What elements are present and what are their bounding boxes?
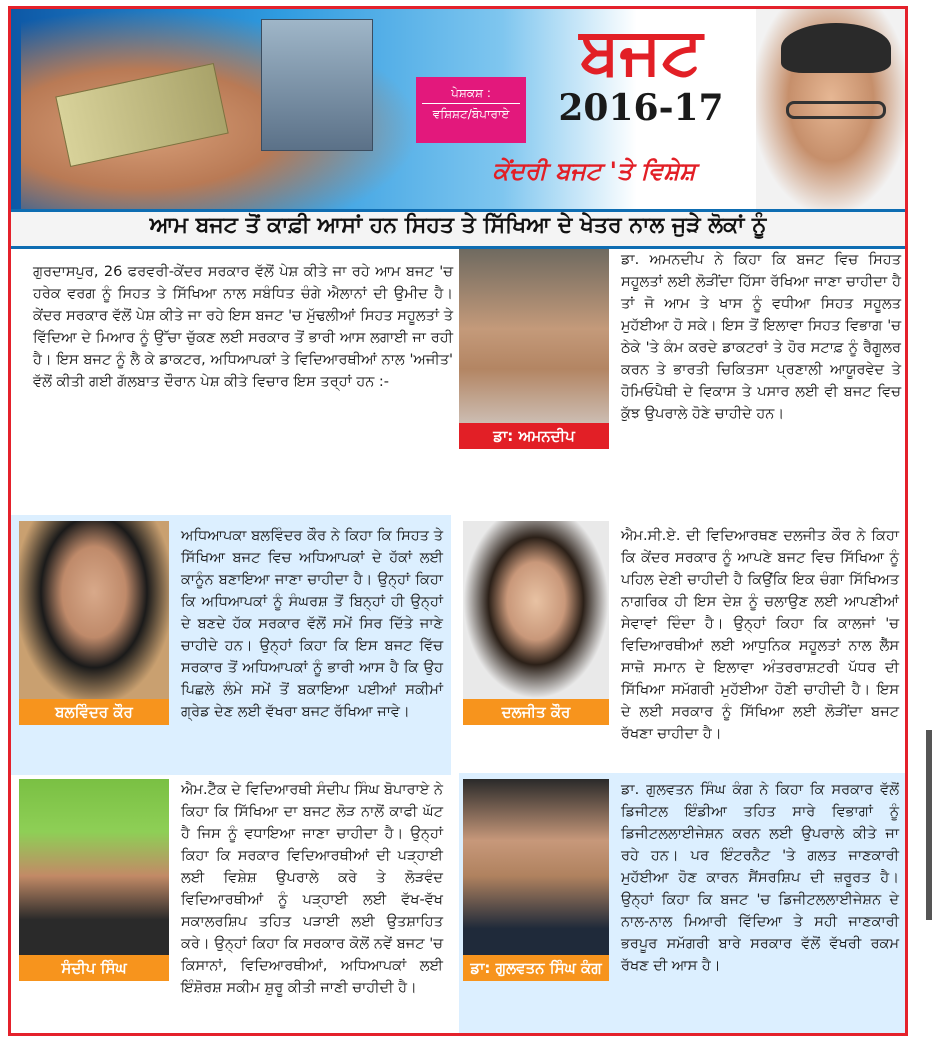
- budget-year: 2016-17: [558, 87, 724, 129]
- budget-title: ਬਜਟ: [579, 14, 703, 89]
- photo-amandeep: [459, 249, 609, 449]
- photo-balwinder: [19, 521, 169, 699]
- text-gulwatan: ਡਾ. ਗੁਲਵਤਨ ਸਿੰਘ ਕੰਗ ਨੇ ਕਿਹਾ ਕਿ ਸਰਕਾਰ ਵੱਲੋਂ ਡਿਜੀਟਲ ਇੰਡੀਆ ਤਹਿਤ ਸਾਰੇ ਵਿਭਾਗਾਂ ਨੂੰ ਡਿਜੀਟਲਲਾਈਜੇਸ਼ਨ ਕਰਨ ਲਈ ਉਪਰਾਲੇ ਕੀਤੇ ਜਾ ਰਹੇ ਹਨ। ਪਰ ਇੰਟਰਨੈਟ 'ਤੇ ਗਲਤ ਜਾਣਕਾਰੀ ਮੁਹੱਈਆ ਹੋਣ ਕਾਰਨ ਸੈਂਸਰਸ਼ਿਪ ਦੀ ਜ਼ਰੂਰਤ ਹੈ। ਉਨ੍ਹਾਂ ਕਿਹਾ ਕਿ ਬਜਟ 'ਚ ਡਿਜੀਟਲਲਾਈਜੇਸ਼ਨ ਦੇ ਨਾਲ-ਨਾਲ ਮਿਆਰੀ ਵਿੱਦਿਆ ਤੇ ਸਹੀ ਜਾਣਕਾਰੀ ਭਰਪੂਰ ਸਮੱਗਰੀ ਬਾਰੇ ਸਰਕਾਰ ਵੱਲੋਂ ਵੱਖਰੀ ਰਕਮ ਰੱਖਣ ਦੀ ਆਸ ਹੈ।: [621, 782, 899, 974]
- minister-hair: [781, 23, 891, 73]
- banner-subtitle: ਕੇਂਦਰੀ ਬਜਟ 'ਤੇ ਵਿਸ਼ੇਸ਼: [492, 157, 696, 185]
- photo-sandeep: [19, 779, 169, 955]
- presenter-label: ਪੇਸ਼ਕਸ਼ :: [451, 86, 491, 100]
- caption-amandeep: ਡਾ: ਅਮਨਦੀਪ: [459, 423, 609, 449]
- caption-sandeep: ਸੰਦੀਪ ਸਿੰਘ: [19, 955, 169, 981]
- text-daljit: ਐਮ.ਸੀ.ਏ. ਦੀ ਵਿਦਿਆਰਥਣ ਦਲਜੀਤ ਕੌਰ ਨੇ ਕਿਹਾ ਕਿ ਕੇਂਦਰ ਸਰਕਾਰ ਨੂੰ ਆਪਣੇ ਬਜਟ ਵਿਚ ਸਿੱਖਿਆ ਨੂੰ ਪਹਿਲ ਦੇਣੀ ਚਾਹੀਦੀ ਹੈ ਕਿਉਂਕਿ ਇਕ ਚੰਗਾ ਸਿੱਖਿਅਤ ਨਾਗਰਿਕ ਹੀ ਇਸ ਦੇਸ਼ ਨੂੰ ਚਲਾਉਣ ਲਈ ਆਪਣੀਆਂ ਸੇਵਾਵਾਂ ਦਿੰਦਾ ਹੈ। ਉਨ੍ਹਾਂ ਕਿਹਾ ਕਿ ਕਾਲਜਾਂ 'ਚ ਵਿਦਿਆਰਥੀਆਂ ਲਈ ਆਧੁਨਿਕ ਸਹੂਲਤਾਂ ਨਾਲ ਲੈੱਸ ਸਾਜ਼ੋ ਸਮਾਨ ਦੇ ਇਲਾਵਾ ਅੰਤਰਰਾਸ਼ਟਰੀ ਪੱਧਰ ਦੀ ਸਿੱਖਿਆ ਸਮੱਗਰੀ ਮੁਹੱਈਆ ਹੋਣੀ ਚਾਹੀਦੀ ਹੈ। ਇਸ ਦੇ ਲਈ ਸਰਕਾਰ ਨੂੰ ਸਿੱਖਿਆ ਲਈ ਲੋੜੀਂਦਾ ਬਜਟ ਰੱਖਣਾ ਚਾਹੀਦਾ ਹੈ।: [621, 528, 899, 742]
- caption-balwinder: ਬਲਵਿੰਦਰ ਕੌਰ: [19, 699, 169, 725]
- article-frame: [8, 6, 908, 1036]
- text-balwinder: ਅਧਿਆਪਕਾ ਬਲਵਿੰਦਰ ਕੌਰ ਨੇ ਕਿਹਾ ਕਿ ਸਿਹਤ ਤੇ ਸਿੱਖਿਆ ਬਜਟ ਵਿਚ ਅਧਿਆਪਕਾਂ ਦੇ ਹੱਕਾਂ ਲਈ ਕਾਨੂੰਨ ਬਣਾਇਆ ਜਾਣਾ ਚਾਹੀਦਾ ਹੈ। ਉਨ੍ਹਾਂ ਕਿਹਾ ਕਿ ਅਧਿਆਪਕਾਂ ਨੂੰ ਸੰਘਰਸ਼ ਤੋਂ ਬਿਨ੍ਹਾਂ ਹੀ ਉਨ੍ਹਾਂ ਦੇ ਬਣਦੇ ਹੱਕ ਸਰਕਾਰ ਵੱਲੋਂ ਸਮੇਂ ਸਿਰ ਦਿੱਤੇ ਜਾਣੇ ਚਾਹੀਦੇ ਹਨ। ਉਨ੍ਹਾਂ ਕਿਹਾ ਕਿ ਇਸ ਬਜਟ ਵਿੱਚ ਸਰਕਾਰ ਤੋਂ ਅਧਿਆਪਕਾਂ ਨੂੰ ਭਾਰੀ ਆਸ ਹੈ ਕਿ ਉਹ ਪਿਛਲੇ ਲੰਮੇ ਸਮੇਂ ਤੋਂ ਬਕਾਇਆ ਪਈਆਂ ਸਕੀਮਾਂ ਗ੍ਰੇਡ ਦੇਣ ਲਈ ਵੱਖਰਾ ਬਜਟ ਰੱਖਿਆ ਜਾਵੇ।: [181, 528, 443, 720]
- text-amandeep: ਡਾ. ਅਮਨਦੀਪ ਨੇ ਕਿਹਾ ਕਿ ਬਜਟ ਵਿਚ ਸਿਹਤ ਸਹੂਲਤਾਂ ਲਈ ਲੋੜੀਂਦਾ ਹਿੱਸਾ ਰੱਖਿਆ ਜਾਣਾ ਚਾਹੀਦਾ ਹੈ ਤਾਂ ਜੋ ਆਮ ਤੇ ਖਾਸ ਨੂੰ ਵਧੀਆ ਸਿਹਤ ਸਹੂਲਤ ਮੁਹੱਈਆ ਹੋ ਸਕੇ। ਇਸ ਤੋਂ ਇਲਾਵਾ ਸਿਹਤ ਵਿਭਾਗ 'ਚ ਠੇਕੇ 'ਤੇ ਕੰਮ ਕਰਦੇ ਡਾਕਟਰਾਂ ਤੇ ਹੋਰ ਸਟਾਫ਼ ਨੂੰ ਰੈਗੂਲਰ ਕਰਨ ਤੇ ਭਾਰਤੀ ਚਿਕਿਤਸਾ ਪ੍ਰਣਾਲੀ ਆਯੂਰਵੇਦ ਤੇ ਹੋਮਿਓਪੈਥੀ ਦੇ ਵਿਕਾਸ ਤੇ ਪਸਾਰ ਲਈ ਵੀ ਬਜਟ ਵਿਚ ਕੁੱਝ ਉਪਰਾਲੇ ਹੋਣੇ ਚਾਹੀਦੇ ਹਨ।: [621, 252, 901, 422]
- intro-paragraph: ਗੁਰਦਾਸਪੁਰ, 26 ਫਰਵਰੀ-ਕੇਂਦਰ ਸਰਕਾਰ ਵੱਲੋਂ ਪੇਸ਼ ਕੀਤੇ ਜਾ ਰਹੇ ਆਮ ਬਜਟ 'ਚ ਹਰੇਕ ਵਰਗ ਨੂੰ ਸਿਹਤ ਤੇ ਸਿੱਖਿਆ ਨਾਲ ਸਬੰਧਿਤ ਚੰਗੇ ਐਲਾਨਾਂ ਦੀ ਉਮੀਦ ਹੈ। ਕੇਂਦਰ ਸਰਕਾਰ ਵੱਲੋਂ ਪੇਸ਼ ਕੀਤੇ ਜਾ ਰਹੇ ਇਸ ਬਜਟ 'ਚ ਮੁੱਢਲੀਆਂ ਸਿਹਤ ਸਹੂਲਤਾਂ ਤੇ ਵਿੱਦਿਆ ਦੇ ਮਿਆਰ ਨੂੰ ਉੱਚਾ ਚੁੱਕਣ ਲਈ ਸਰਕਾਰ ਤੋਂ ਭਾਰੀ ਆਸ ਲਗਾਈ ਜਾ ਰਹੀ ਹੈ। ਇਸ ਬਜਟ ਨੂੰ ਲੈ ਕੇ ਡਾਕਟਰ, ਅਧਿਆਪਕਾਂ ਤੇ ਵਿਦਿਆਰਥੀਆਂ ਨਾਲ 'ਅਜੀਤ' ਵੱਲੋਂ ਕੀਤੀ ਗਈ ਗੱਲਬਾਤ ਦੌਰਾਨ ਪੇਸ਼ ਕੀਤੇ ਵਿਚਾਰ ਇਸ ਤਰ੍ਹਾਂ ਹਨ :-: [33, 264, 453, 390]
- headline: ਆਮ ਬਜਟ ਤੋਂ ਕਾਫ਼ੀ ਆਸਾਂ ਹਨ ਸਿਹਤ ਤੇ ਸਿੱਖਿਆ ਦੇ ਖੇਤਰ ਨਾਲ ਜੁੜੇ ਲੋਕਾਂ ਨੂੰ: [149, 213, 767, 238]
- article-banner: [11, 9, 905, 209]
- adjacent-column-image: [926, 730, 932, 920]
- presenter-name: ਵਸ਼ਿਸ਼ਟ/ਬੋਪਾਰਾਏ: [422, 103, 520, 124]
- photo-daljit: [463, 521, 609, 699]
- minister-spectacles: [786, 101, 886, 119]
- building-illustration: [261, 19, 373, 151]
- photo-gulwatan: [463, 779, 609, 955]
- caption-gulwatan: ਡਾ: ਗੁਲਵਤਨ ਸਿੰਘ ਕੰਗ: [463, 955, 609, 981]
- text-sandeep: ਐਮ.ਟੈੱਕ ਦੇ ਵਿਦਿਆਰਥੀ ਸੰਦੀਪ ਸਿੰਘ ਬੋਪਾਰਾਏ ਨੇ ਕਿਹਾ ਕਿ ਸਿੱਖਿਆ ਦਾ ਬਜਟ ਲੋੜ ਨਾਲੋਂ ਕਾਫੀ ਘੱਟ ਹੈ ਜਿਸ ਨੂੰ ਵਧਾਇਆ ਜਾਣਾ ਚਾਹੀਦਾ ਹੈ। ਉਨ੍ਹਾਂ ਕਿਹਾ ਕਿ ਸਰਕਾਰ ਵਿਦਿਆਰਥੀਆਂ ਦੀ ਪੜ੍ਹਾਈ ਲਈ ਵਿਸ਼ੇਸ਼ ਉਪਰਾਲੇ ਕਰੇ ਤੇ ਲੋੜਵੰਦ ਵਿਦਿਆਰਥੀਆਂ ਨੂੰ ਪੜ੍ਹਾਈ ਲਈ ਵੱਖ-ਵੱਖ ਸਕਾਲਰਸ਼ਿਪ ਤਹਿਤ ਪੜਾਈ ਲਈ ਉਤਸ਼ਾਹਿਤ ਕਰੇ। ਉਨ੍ਹਾਂ ਕਿਹਾ ਕਿ ਸਰਕਾਰ ਕੋਲੋਂ ਨਵੇਂ ਬਜਟ 'ਚ ਕਿਸਾਨਾਂ, ਵਿਦਿਆਰਥੀਆਂ, ਅਧਿਆਪਕਾਂ ਲਈ ਇੰਸ਼ੋਰਸ਼ ਸਕੀਮ ਸ਼ੁਰੂ ਕੀਤੀ ਜਾਣੀ ਚਾਹੀਦੀ ਹੈ।: [181, 782, 443, 996]
- presenter-box: [416, 77, 526, 143]
- caption-daljit: ਦਲਜੀਤ ਕੌਰ: [463, 699, 609, 725]
